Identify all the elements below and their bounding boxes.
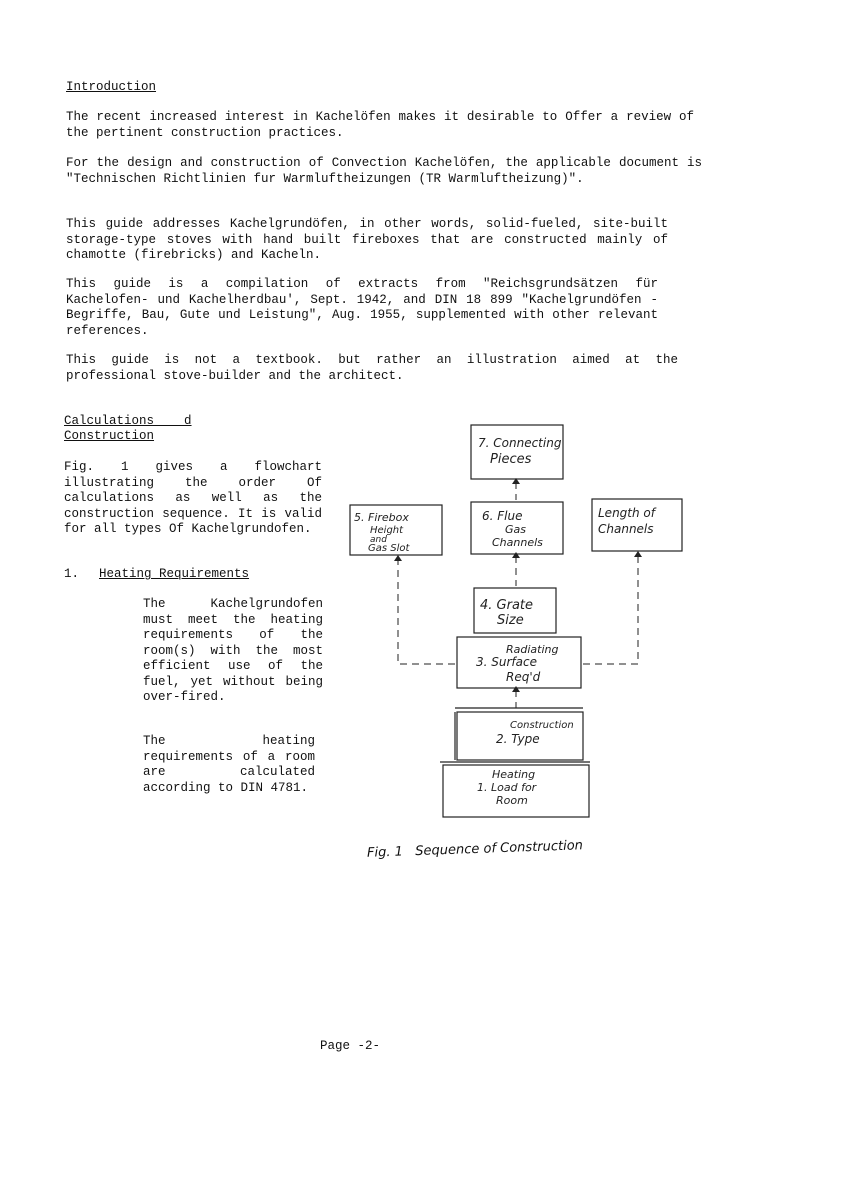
box-heating-line1: Heating <box>492 768 536 781</box>
box-heating-line2: 1. Load for <box>477 781 537 794</box>
box-firebox-line1: 5. Firebox <box>354 511 409 524</box>
box-length-line2: Channels <box>598 522 654 536</box>
calculations-heading-line1: Calculations d <box>64 414 192 428</box>
box-radiating-line3: Req'd <box>506 670 541 684</box>
flowchart-diagram <box>340 420 700 840</box>
box-flue-line2: Gas <box>505 523 526 536</box>
box-heating-line3: Room <box>496 794 528 807</box>
page-number: Page -2- <box>320 1039 381 1053</box>
introduction-heading: Introduction <box>66 80 157 94</box>
item-number: 1. <box>64 567 80 581</box>
box-grate-line1: 4. Grate <box>480 598 534 613</box>
intro-paragraph-5: This guide is not a textbook. but rather an illustration aimed at the professional stove-builder and the architect. <box>66 353 686 383</box>
intro-paragraph-1: The recent increased interest in Kachelöfen makes it desirable to Offer a review of the pertinent construction practices. <box>66 110 702 140</box>
heating-paragraph-2: The heating requirements of a room are calculated according to DIN 4781. <box>143 734 315 795</box>
figure-caption: Fig. 1 Sequence of Construction <box>366 838 584 861</box>
box-grate-line2: Size <box>497 613 524 628</box>
box-firebox-line4: Gas Slot <box>368 543 410 554</box>
box-length-line1: Length of <box>598 506 655 520</box>
heating-paragraph-1: The Kachelgrundofen must meet the heating requirements of the room(s) with the most efficient use of the fuel, yet without being over-fired. <box>143 597 323 704</box>
heating-requirements-heading: Heating Requirements <box>99 567 250 581</box>
calculations-paragraph: Fig. 1 gives a flowchart illustrating the order Of calculations as well as the construction sequence. It is valid for all types Of Kachelgrundofen. <box>64 460 322 536</box>
intro-paragraph-3: This guide addresses Kachelgrundöfen, in other words, solid-fueled, site-built storage-type stoves with hand built fireboxes that are constructed mainly of chamotte (firebricks) and Kacheln. <box>66 217 676 262</box>
box-flue-line3: Channels <box>492 536 543 549</box>
box-construction-line1: Construction <box>510 720 574 731</box>
box-firebox-line2: Height <box>370 525 404 536</box>
box-firebox-line3: and <box>370 535 387 545</box>
calculations-heading-line2: Construction <box>64 429 155 443</box>
box-connecting-line1: 7. Connecting <box>478 436 562 450</box>
box-radiating-line1: Radiating <box>506 643 559 656</box>
box-construction-line2: 2. Type <box>496 732 540 746</box>
box-radiating-line2: 3. Surface <box>476 655 537 669</box>
intro-paragraph-2: For the design and construction of Convection Kachelöfen, the applicable document is "Technischen Richtlinien fur Warmluftheizungen (TR Warmluftheizung)". <box>66 156 710 186</box>
intro-paragraph-4: This guide is a compilation of extracts from "Reichsgrundsätzen für Kachelofen- und Kachelherdbau', Sept. 1942, and DIN 18 899 "Kachelgrundöfen - Begriffe, Bau, Gute und Leistung", Aug. 1955, supplemented with other relevant references. <box>66 277 666 338</box>
box-flue-line1: 6. Flue <box>482 509 523 523</box>
box-connecting-line2: Pieces <box>490 452 532 467</box>
